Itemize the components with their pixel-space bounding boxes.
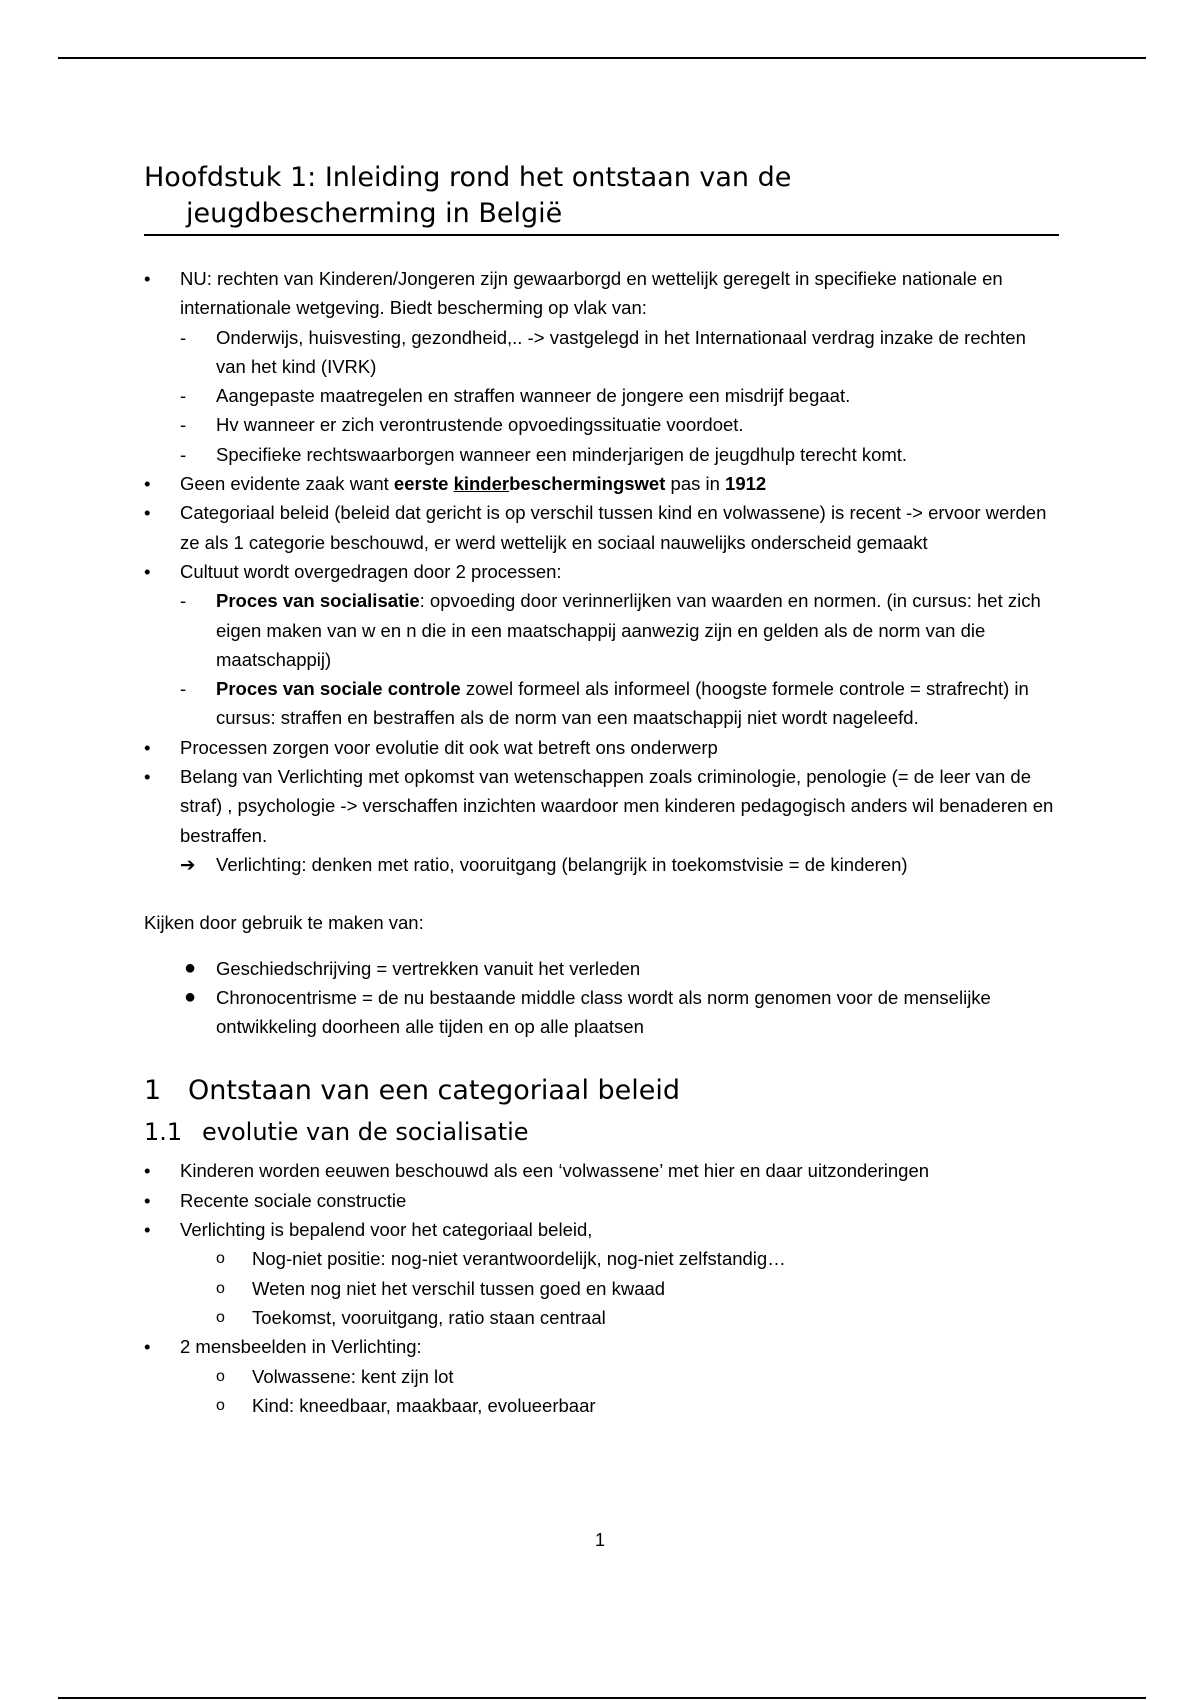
subsection-number: 1.1 — [144, 1118, 183, 1147]
list-item: o Toekomst, vooruitgang, ratio staan centraal — [216, 1303, 1059, 1332]
list-item: o Nog-niet positie: nog-niet verantwoordelijk, nog-niet zelfstandig… — [216, 1244, 1059, 1273]
list-item: o Weten nog niet het verschil tussen goed en kwaad — [216, 1274, 1059, 1303]
list-item: ● Geschiedschrijving = vertrekken vanuit het verleden — [180, 954, 1059, 983]
list-item: • Processen zorgen voor evolutie dit ook wat betreft ons onderwerp — [144, 733, 1059, 762]
list-item: o Kind: kneedbaar, maakbaar, evolueerbaar — [216, 1391, 1059, 1420]
list-item: • Cultuut wordt overgedragen door 2 processen: - Proces van socialisatie: opvoeding door verinnerlijken van waarden en normen. (in cursus: het zich eigen maken van w en n die in een maatschappij aanwezig zijn en gelden als de norm van die maatschappij) - Proces van sociale controle zowel formeel als informeel (hoogste formele controle = strafrecht) in cursus: straffen en bestraffen als de norm van een maatschappij niet wordt nageleefd. — [144, 557, 1059, 733]
list-item: • Recente sociale constructie — [144, 1186, 1059, 1215]
dash-icon: - — [180, 385, 187, 407]
sub-list — [180, 586, 1059, 732]
list-item: ● Chronocentrisme = de nu bestaande middle class wordt als norm genomen voor de menselijke ontwikkeling doorheen alle tijden en op alle plaatsen — [180, 983, 1059, 1042]
bullet-icon: • — [144, 1189, 151, 1211]
list-item: - Onderwijs, huisvesting, gezondheid,.. -> vastgelegd in het Internationaal verdrag inzake de rechten van het kind (IVRK) — [180, 323, 1059, 382]
bullet-icon: • — [144, 1160, 151, 1182]
circle-bullet-icon: o — [216, 1250, 225, 1268]
kijken-lead: Kijken door gebruik te maken van: — [144, 912, 424, 934]
list-item: • Categoriaal beleid (beleid dat gericht is op verschil tussen kind en volwassene) is recent -> ervoor werden ze als 1 categorie beschouwd, er werd wettelijk en sociaal nauwelijks onderscheid gemaakt — [144, 498, 1059, 557]
dash-icon: - — [180, 443, 187, 465]
header-rule — [58, 57, 1146, 59]
footer-rule — [58, 1697, 1146, 1699]
list-item: • Kinderen worden eeuwen beschouwd als een ‘volwassene’ met hier en daar uitzonderingen — [144, 1156, 1059, 1185]
bullet-icon: • — [144, 502, 151, 524]
list-item: • Belang van Verlichting met opkomst van wetenschappen zoals criminologie, penologie (= de leer van de straf) , psychologie -> verschaffen inzichten waardoor men kinderen pedagogisch anders wil benaderen en bestraffen. ➔ Verlichting: denken met ratio, vooruitgang (belangrijk in toekomstvisie = de kinderen) — [144, 762, 1059, 879]
dash-icon: - — [180, 414, 187, 436]
subsection-heading — [144, 1116, 1059, 1148]
subsection-title: evolutie van de socialisatie — [202, 1118, 529, 1147]
sub-list — [180, 323, 1059, 469]
bullet-icon: ● — [184, 985, 197, 1008]
sub-list — [180, 850, 1059, 879]
dash-icon: - — [180, 590, 187, 612]
page-number: 1 — [594, 1530, 605, 1550]
bullet-icon: • — [144, 473, 151, 495]
dash-icon: - — [180, 678, 187, 700]
section-title: Ontstaan van een categoriaal beleid — [188, 1075, 681, 1107]
list-item: - Proces van sociale controle zowel formeel als informeel (hoogste formele controle = strafrecht) in cursus: straffen en bestraffen als de norm van een maatschappij niet wordt nageleefd. — [180, 674, 1059, 733]
list-item: • Verlichting is bepalend voor het categoriaal beleid, o Nog-niet positie: nog-niet verantwoordelijk, nog-niet zelfstandig… o Weten nog niet het verschil tussen goed en kwaad o Toekomst, vooruitgang, ratio staan centraal — [144, 1215, 1059, 1332]
section-heading — [144, 1074, 1059, 1108]
list-item: ➔ Verlichting: denken met ratio, vooruitgang (belangrijk in toekomstvisie = de kinderen) — [180, 850, 1059, 879]
circle-bullet-icon: o — [216, 1367, 225, 1385]
document-body — [144, 160, 1059, 1420]
list-item: - Hv wanneer er zich verontrustende opvoedingssituatie voordoet. — [180, 410, 1059, 439]
circle-bullet-icon: o — [216, 1279, 225, 1297]
kijken-list — [180, 954, 1059, 1042]
bullet-icon: • — [144, 1219, 151, 1241]
list-item: • Geen evidente zaak want eerste kinderbeschermingswet pas in 1912 — [144, 469, 1059, 498]
section11-list — [144, 1156, 1059, 1420]
dash-icon: - — [180, 326, 187, 348]
chapter-title-line2: jeugdbescherming in België — [186, 198, 563, 229]
chapter-title — [144, 160, 1059, 236]
bullet-icon: • — [144, 268, 151, 289]
list-item: • 2 mensbeelden in Verlichting: o Volwassene: kent zijn lot o Kind: kneedbaar, maakbaar, evolueerbaar — [144, 1332, 1059, 1420]
circle-bullet-icon: o — [216, 1308, 225, 1326]
section-number: 1 — [144, 1075, 162, 1107]
bullet-icon: • — [144, 1336, 151, 1358]
bullet-icon: • — [144, 560, 151, 582]
list-item: - Proces van socialisatie: opvoeding door verinnerlijken van waarden en normen. (in cursus: het zich eigen maken van w en n die in een maatschappij aanwezig zijn en gelden als de norm van die maatschappij) — [180, 586, 1059, 674]
bullet-icon: • — [144, 766, 151, 788]
intro-list — [144, 264, 1059, 879]
sub-list — [216, 1362, 1059, 1421]
list-item: - Specifieke rechtswaarborgen wanneer een minderjarigen de jeugdhulp terecht komt. — [180, 440, 1059, 469]
list-item: o Volwassene: kent zijn lot — [216, 1362, 1059, 1391]
sub-list — [216, 1244, 1059, 1332]
list-item: - Aangepaste maatregelen en straffen wanneer de jongere een misdrijf begaat. — [180, 381, 1059, 410]
circle-bullet-icon: o — [216, 1396, 225, 1414]
list-item: • NU: rechten van Kinderen/Jongeren zijn gewaarborgd en wettelijk geregelt in specifieke nationale en internationale wetgeving. Biedt bescherming op vlak van: - Onderwijs, huisvesting, gezondheid,.. -> vastgelegd in het Internationaal verdrag inzake de rechten van het kind (IVRK) - Aangepaste maatregelen en straffen wanneer de jongere een misdrijf begaat. - Hv wanneer er zich verontrustende opvoedingssituatie voordoet. - Specifieke rechtswaarborgen wanneer een minderjarigen de jeugdhulp terecht komt. — [144, 264, 1059, 469]
bullet-icon: • — [144, 736, 151, 758]
chapter-title-line1: Hoofdstuk 1: Inleiding rond het ontstaan van de — [144, 162, 792, 193]
arrow-right-icon: ➔ — [180, 853, 196, 875]
bullet-icon: ● — [184, 956, 197, 979]
